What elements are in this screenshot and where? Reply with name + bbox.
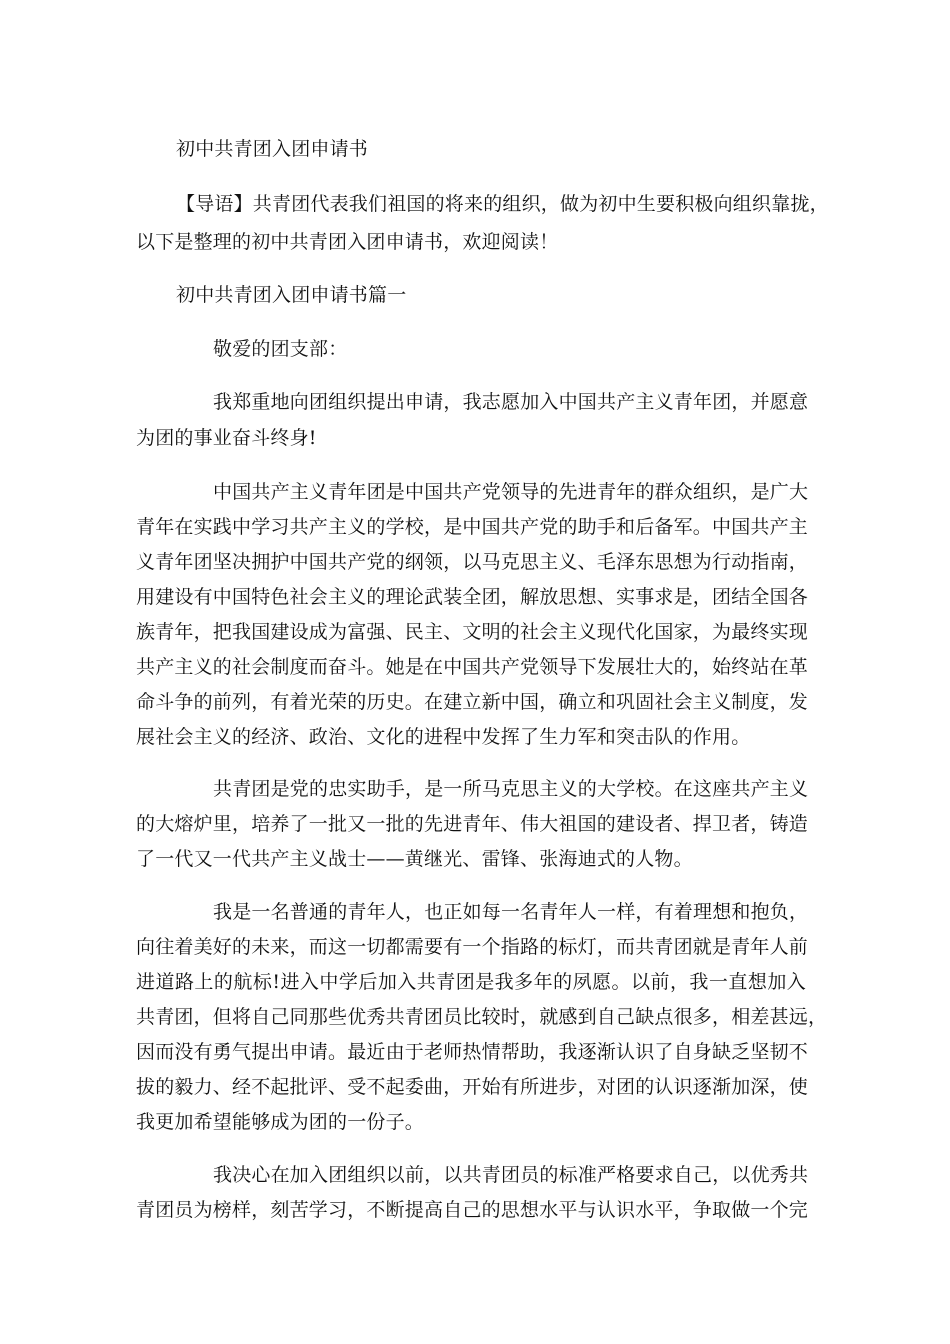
- intro-line: 以下是整理的初中共青团入团申请书，欢迎阅读！: [136, 231, 559, 253]
- paragraph-line: 向往着美好的未来，而这一切都需要有一个指路的标灯，而共青团就是青年人前: [136, 936, 809, 958]
- paragraph-line: 我决心在加入团组织以前，以共青团员的标准严格要求自己，以优秀共: [213, 1164, 809, 1186]
- paragraph-line: 展社会主义的经济、政治、文化的进程中发挥了生力军和突击队的作用。: [136, 726, 751, 748]
- paragraph-line: 的大熔炉里，培养了一批又一批的先进青年、伟大祖国的建设者、捍卫者，铸造: [136, 813, 809, 835]
- paragraph-line: 我郑重地向团组织提出申请，我志愿加入中国共产主义青年团，并愿意: [213, 391, 809, 413]
- document-title: 初中共青团入团申请书: [176, 138, 369, 160]
- paragraph-line: 命斗争的前列，有着光荣的历史。在建立新中国，确立和巩固社会主义制度，发: [136, 691, 809, 713]
- paragraph-line: 拔的毅力、经不起批评、受不起委曲，开始有所进步，对团的认识逐渐加深，使: [136, 1076, 809, 1098]
- salutation: 敬爱的团支部：: [213, 338, 348, 360]
- paragraph-line: 用建设有中国特色社会主义的理论武装全团，解放思想、实事求是，团结全国各: [136, 586, 809, 608]
- paragraph-line: 中国共产主义青年团是中国共产党领导的先进青年的群众组织，是广大: [213, 481, 809, 503]
- paragraph-line: 共青团，但将自己同那些优秀共青团员比较时，就感到自己缺点很多，相差甚远，: [136, 1006, 828, 1028]
- intro-line: 【导语】共青团代表我们祖国的将来的组织，做为初中生要积极向组织靠拢，: [176, 193, 829, 215]
- section-title: 初中共青团入团申请书篇一: [176, 284, 407, 306]
- paragraph-line: 为团的事业奋斗终身!: [136, 427, 317, 449]
- paragraph-line: 我更加希望能够成为团的一份子。: [136, 1111, 425, 1133]
- paragraph-line: 进道路上的航标!进入中学后加入共青团是我多年的夙愿。以前，我一直想加入: [136, 971, 806, 993]
- paragraph-line: 青团员为榜样，刻苦学习，不断提高自己的思想水平与认识水平，争取做一个完: [136, 1199, 809, 1221]
- paragraph-line: 共产主义的社会制度而奋斗。她是在中国共产党领导下发展壮大的，始终站在革: [136, 656, 809, 678]
- paragraph-line: 族青年，把我国建设成为富强、民主、文明的社会主义现代化国家，为最终实现: [136, 621, 809, 643]
- paragraph-line: 共青团是党的忠实助手，是一所马克思主义的大学校。在这座共产主义: [213, 778, 809, 800]
- paragraph-line: 我是一名普通的青年人，也正如每一名青年人一样，有着理想和抱负，: [213, 901, 809, 923]
- paragraph-line: 义青年团坚决拥护中国共产党的纲领，以马克思主义、毛泽东思想为行动指南，: [136, 551, 809, 573]
- paragraph-line: 青年在实践中学习共产主义的学校，是中国共产党的助手和后备军。中国共产主: [136, 516, 809, 538]
- paragraph-line: 因而没有勇气提出申请。最近由于老师热情帮助，我逐渐认识了自身缺乏坚韧不: [136, 1041, 809, 1063]
- paragraph-line: 了一代又一代共产主义战士——黄继光、雷锋、张海迪式的人物。: [136, 848, 693, 870]
